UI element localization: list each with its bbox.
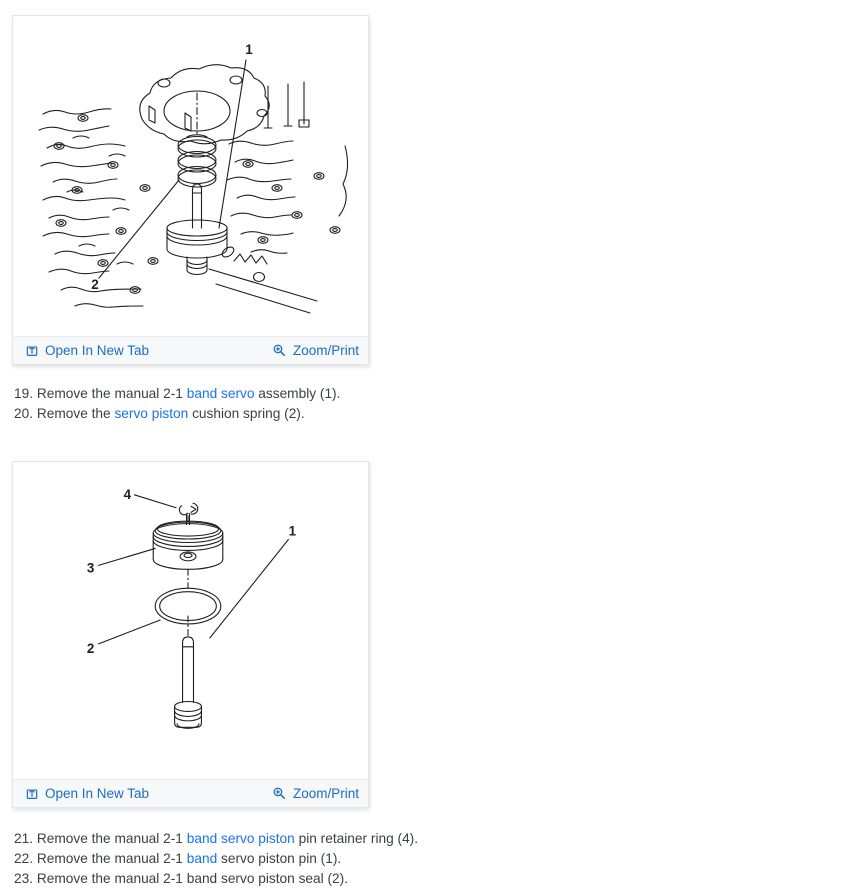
zoom-print-link[interactable] <box>272 786 359 801</box>
step-number: 19. <box>14 386 37 401</box>
step-text: Remove the manual 2-1 <box>36 386 187 401</box>
servo-piston-exploded-svg <box>13 462 368 779</box>
callout-label-4: 4 <box>123 486 132 502</box>
zoom-print-label: Zoom/Print <box>292 786 359 801</box>
open-in-new-tab-icon <box>25 787 39 801</box>
open-in-new-tab-link[interactable] <box>25 343 149 358</box>
step-text: Remove the manual 2-1 <box>36 851 187 866</box>
open-in-new-tab-label: Open In New Tab <box>45 786 150 801</box>
instruction-step <box>14 384 340 404</box>
inline-part-link[interactable]: band <box>186 851 218 866</box>
callout-line-1 <box>210 540 289 638</box>
bolt-holes <box>54 115 340 294</box>
instruction-steps-19-20 <box>14 384 340 424</box>
zoom-in-icon <box>272 786 287 801</box>
step-text: assembly (1). <box>254 386 341 401</box>
figure-box-servo-assembly <box>12 15 369 365</box>
inline-part-link[interactable]: band servo piston <box>186 831 295 846</box>
step-text: Remove the <box>36 406 115 421</box>
instruction-step <box>14 849 418 869</box>
callout-line-3 <box>99 548 156 565</box>
transmission-case-line-art <box>39 60 348 313</box>
step-text: servo piston pin (1). <box>217 851 342 866</box>
callout-line-4 <box>134 495 176 508</box>
step-text: pin retainer ring (4). <box>294 831 419 846</box>
open-in-new-tab-link[interactable] <box>25 786 149 801</box>
callout-label-3: 3 <box>86 560 95 576</box>
instruction-steps-21-23 <box>14 829 418 889</box>
servo-piston-drum <box>153 521 223 569</box>
callout-label-2: 2 <box>86 640 95 656</box>
callout-label-1: 1 <box>245 42 253 57</box>
callout-line-1 <box>219 60 246 228</box>
zoom-print-label: Zoom/Print <box>292 343 359 358</box>
step-text: Remove the manual 2-1 band servo piston seal (2). <box>36 871 349 886</box>
exploded-view-line-art <box>99 495 289 729</box>
step-number: 23. <box>14 871 37 886</box>
figure-box-servo-piston-exploded <box>12 461 369 808</box>
open-in-new-tab-label: Open In New Tab <box>45 343 150 358</box>
open-in-new-tab-icon <box>25 344 39 358</box>
inline-part-link[interactable]: band servo <box>186 386 255 401</box>
servo-piston <box>167 184 227 275</box>
step-number: 22. <box>14 851 37 866</box>
zoom-in-icon <box>272 343 287 358</box>
figure-toolbar <box>13 779 368 807</box>
instruction-step <box>14 829 418 849</box>
piston-pin <box>175 637 202 728</box>
servo-assembly-diagram-svg <box>13 16 368 336</box>
servo-assembly-diagram <box>13 16 368 336</box>
servo-piston-exploded-diagram <box>13 462 368 779</box>
instruction-step <box>14 869 418 889</box>
inline-part-link[interactable]: servo piston <box>114 406 189 421</box>
instruction-step <box>14 404 340 424</box>
step-number: 20. <box>14 406 37 421</box>
figure-toolbar <box>13 336 368 364</box>
zoom-print-link[interactable] <box>272 343 359 358</box>
step-text: cushion spring (2). <box>188 406 305 421</box>
callout-label-2: 2 <box>91 277 99 292</box>
step-text: Remove the manual 2-1 <box>36 831 187 846</box>
callout-label-1: 1 <box>288 523 297 539</box>
step-number: 21. <box>14 831 37 846</box>
callout-line-2 <box>99 620 161 644</box>
